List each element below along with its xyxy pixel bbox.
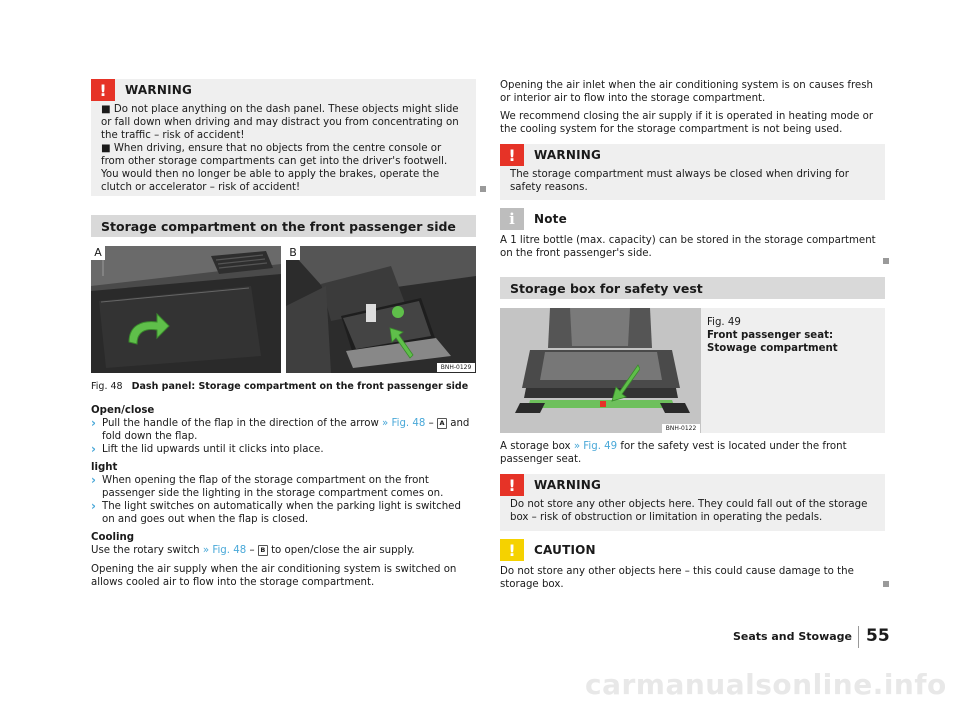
figure-caption: [91, 380, 476, 393]
page-number: 55: [866, 626, 890, 646]
body-text: We recommend closing the air supply if it is operated in heating mode or the cooling system for the storage compartment is not being used.: [500, 111, 874, 135]
figure-reference-link[interactable]: » Fig. 48: [382, 418, 426, 429]
section-end-marker: [883, 258, 889, 264]
figure-label-b: B: [286, 246, 300, 260]
figure-code: BNH-0129: [437, 363, 475, 372]
figure-reference-link[interactable]: » Fig. 48: [202, 545, 247, 556]
figure-49: [500, 308, 701, 433]
footer-divider: [858, 626, 859, 648]
step-arrow-icon: ›: [91, 473, 96, 487]
figure-code: BNH-0122: [662, 424, 700, 433]
footer-chapter: Seats and Stowage: [732, 630, 852, 643]
warning-box: [500, 144, 885, 200]
body-text: A storage box » Fig. 49 for the safety vest is located under the front passenger seat.: [500, 441, 847, 465]
section-end-marker: [480, 186, 486, 192]
warning-title: WARNING: [125, 83, 193, 97]
figure-caption-text: Front passenger seat: Stowage compartment: [707, 330, 838, 354]
subheading: Cooling: [91, 532, 135, 543]
note-title: Note: [534, 212, 567, 226]
caution-icon: !: [500, 539, 524, 561]
note-box: [500, 208, 885, 260]
label-b-keycap: B: [258, 545, 268, 556]
warning-box: [500, 474, 885, 531]
step-arrow-icon: ›: [91, 416, 96, 430]
light-section: [91, 461, 476, 526]
caution-text: Do not store any other objects here – this could cause damage to the storage box.: [500, 566, 854, 590]
pull-arrow-icon: [121, 308, 171, 350]
note-text: A 1 litre bottle (max. capacity) can be stored in the storage compartment on the front passenger's side.: [500, 235, 876, 259]
section-title: Storage compartment on the front passenger side: [101, 218, 456, 234]
warning-text: Do not store any other objects here. They could fall out of the storage box – risk of obstruction or limitation in operating the pedals.: [510, 499, 868, 523]
section-header: [500, 277, 885, 299]
warning-title: WARNING: [534, 148, 602, 162]
pointer-arrow-icon: [610, 363, 640, 403]
section-title: Storage box for safety vest: [510, 280, 703, 296]
section-end-marker: [883, 581, 889, 587]
info-icon: i: [500, 208, 524, 230]
open-close-section: [91, 404, 476, 456]
body-text: Opening the air supply when the air conditioning system is switched on allows cooled air to flow into the storage compartment.: [91, 564, 457, 588]
subheading: light: [91, 462, 118, 473]
figure-48: [91, 246, 476, 373]
list-item: › When opening the flap of the storage compartment on the front passenger side the lighting in the storage compartment comes on.: [91, 473, 444, 499]
warning-text: ■ Do not place anything on the dash panel. These objects might slide or fall down when driving and may distract you from concentrating on the traffic – risk of accident!: [101, 104, 459, 141]
figure-number: Fig. 49: [707, 317, 741, 328]
label-a-keycap: A: [437, 418, 447, 429]
section-header: [91, 215, 476, 237]
step-arrow-icon: ›: [91, 499, 96, 513]
figure-number: Fig. 48: [91, 381, 123, 392]
warning-icon: !: [500, 144, 524, 166]
figure-label-a: A: [91, 246, 105, 260]
caution-title: CAUTION: [534, 543, 596, 557]
subheading: Open/close: [91, 405, 155, 416]
warning-title: WARNING: [534, 478, 602, 492]
warning-text: ■ When driving, ensure that no objects from the centre console or from other storage compartments can get into the driver's footwell. You would then no longer be able to apply the brakes, operate the clutch or accelerator – risk of accident!: [101, 143, 448, 193]
caution-box: [500, 539, 885, 591]
lift-arrow-icon: [388, 326, 414, 360]
warning-box: [91, 79, 476, 196]
body-text: Use the rotary switch » Fig. 48 – B to open/close the air supply.: [91, 545, 415, 556]
list-item: › Pull the handle of the flap in the direction of the arrow » Fig. 48 – A and fold down the flap.: [91, 416, 470, 442]
warning-icon: !: [500, 474, 524, 496]
step-arrow-icon: ›: [91, 442, 96, 456]
seat-illustration: [500, 308, 701, 433]
figure-caption: [701, 308, 885, 433]
body-text: Opening the air inlet when the air conditioning system is on causes fresh or interior air to flow into the storage compartment.: [500, 80, 873, 104]
cooling-section: [91, 531, 476, 589]
warning-icon: !: [91, 79, 115, 101]
figure-caption-text: Dash panel: Storage compartment on the front passenger side: [131, 381, 469, 392]
list-item: › The light switches on automatically when the parking light is switched on and goes out when the flap is closed.: [91, 499, 461, 525]
warning-text: The storage compartment must always be closed when driving for safety reasons.: [510, 169, 849, 193]
list-item: › Lift the lid upwards until it clicks into place.: [91, 442, 324, 456]
watermark: carmanualsonline.info: [585, 668, 947, 701]
figure-reference-link[interactable]: » Fig. 49: [573, 441, 618, 452]
